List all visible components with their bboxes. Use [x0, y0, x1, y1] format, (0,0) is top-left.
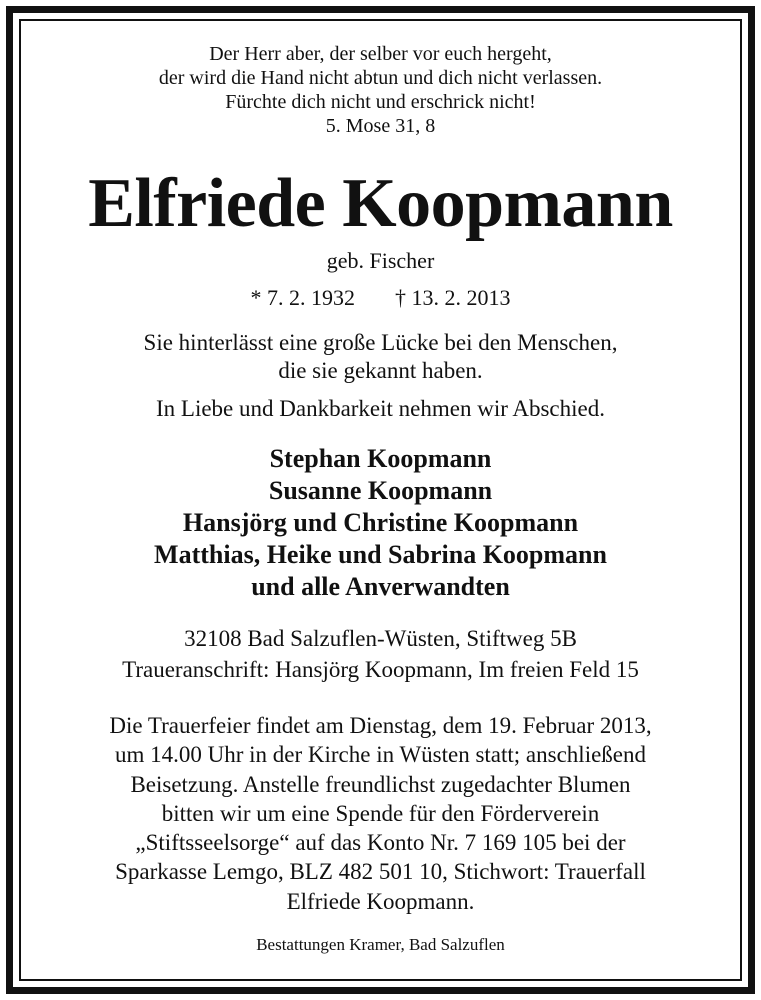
- funeral-line: Beisetzung. Anstelle freundlichst zugedachter Blumen: [130, 771, 631, 797]
- loss-line: die sie gekannt haben.: [278, 358, 483, 383]
- mourner: Stephan Koopmann: [269, 444, 492, 473]
- mourner: Susanne Koopmann: [268, 476, 493, 505]
- verse-reference: 5. Mose 31, 8: [325, 115, 436, 137]
- mourners-list: [21, 443, 740, 603]
- funeral-line: Die Trauerfeier findet am Dienstag, dem 19. Februar 2013,: [109, 713, 652, 738]
- funeral-info: [21, 711, 740, 916]
- mourning-address: Traueranschrift: Hansjörg Koopmann, Im freien Feld 15: [122, 657, 639, 682]
- funeral-line: bitten wir um eine Spende für den Förderverein: [161, 800, 600, 826]
- birth-date: * 7. 2. 1932: [250, 285, 355, 310]
- verse-line: Der Herr aber, der selber vor euch hergeht,: [209, 43, 552, 65]
- obituary-notice: [19, 19, 742, 981]
- loss-text: [21, 329, 740, 385]
- loss-line: Sie hinterlässt eine große Lücke bei den Menschen,: [143, 330, 618, 355]
- funeral-line: um 14.00 Uhr in der Kirche in Wüsten statt; anschließend: [114, 742, 646, 768]
- mourner: Hansjörg und Christine Koopmann: [182, 508, 579, 537]
- funeral-line: „Stiftsseelsorge“ auf das Konto Nr. 7 169 105 bei der: [135, 830, 626, 856]
- funeral-line: Elfriede Koopmann.: [286, 888, 475, 914]
- life-dates: [21, 284, 740, 312]
- deceased-name: Elfriede Koopmann: [88, 165, 673, 242]
- funeral-line: Sparkasse Lemgo, BLZ 482 501 10, Stichwort: Trauerfall: [115, 859, 646, 885]
- mourner: und alle Anverwandten: [251, 572, 510, 601]
- death-date: † 13. 2. 2013: [395, 285, 511, 310]
- undertaker: Bestattungen Kramer, Bad Salzuflen: [256, 935, 505, 954]
- address-block: [21, 623, 740, 685]
- farewell-text: In Liebe und Dankbarkeit nehmen wir Abschied.: [155, 396, 605, 421]
- mourner: Matthias, Heike und Sabrina Koopmann: [154, 540, 607, 569]
- verse-line: der wird die Hand nicht abtun und dich nicht verlassen.: [158, 67, 603, 89]
- birth-name: geb. Fischer: [326, 248, 435, 273]
- verse-line: Fürchte dich nicht und erschrick nicht!: [225, 91, 536, 113]
- home-address: 32108 Bad Salzuflen-Wüsten, Stiftweg 5B: [184, 626, 577, 651]
- bible-verse: [21, 42, 740, 138]
